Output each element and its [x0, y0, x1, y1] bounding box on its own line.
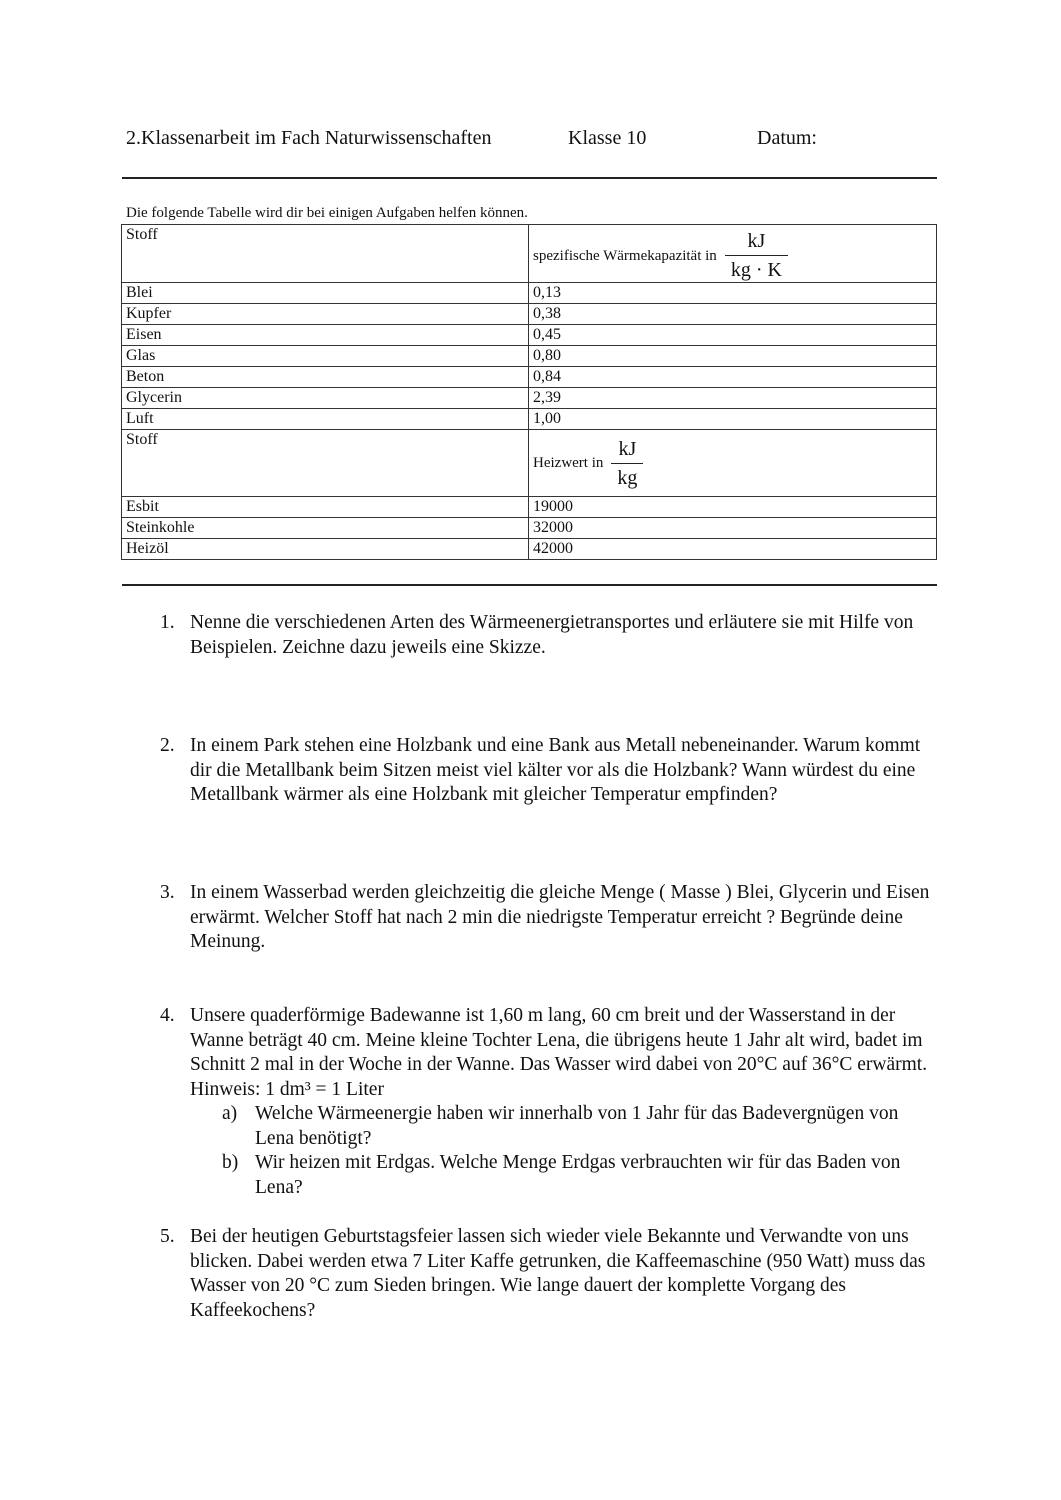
- header-unit-wrap: [533, 225, 932, 284]
- header-unit-wrap: [533, 430, 932, 496]
- question-item: [160, 734, 940, 808]
- header-cell-substance: Stoff: [122, 430, 529, 497]
- unit-numerator: kJ: [618, 437, 637, 460]
- date-label: Datum:: [757, 127, 817, 149]
- table-intro-text: Die folgende Tabelle wird dir bei einigen Aufgaben helfen können.: [126, 205, 528, 221]
- table-row: [122, 518, 937, 539]
- question-item: [160, 881, 940, 955]
- table-row: [122, 325, 937, 346]
- value-cell: 32000: [529, 518, 937, 539]
- subquestion-label: b): [222, 1152, 239, 1173]
- header-label: spezifische Wärmekapazität in: [533, 247, 717, 264]
- substance-cell: Heizöl: [122, 539, 529, 560]
- question-item: [160, 611, 940, 660]
- table-row: [122, 497, 937, 518]
- question-item: [160, 1225, 940, 1323]
- class-label: Klasse 10: [568, 127, 647, 149]
- question-text: Bei der heutigen Geburtstagsfeier lassen sich wieder viele Bekannte und Verwandte von uns blicken. Dabei werden etwa 7 Liter Kaffe getrunken, die Kaffeemaschine (950 Watt) muss das Wasser von 20 °C zum Sieden bringen. Wie lange dauert der komplette Vorgang des Kaffeekochens?: [190, 1226, 926, 1321]
- substance-cell: Glas: [122, 346, 529, 367]
- subquestion-item: [222, 1102, 940, 1151]
- value-cell: 1,00: [529, 409, 937, 430]
- question-number: 1.: [160, 612, 175, 633]
- header-cell-substance: Stoff: [122, 225, 529, 283]
- value-cell: 0,45: [529, 325, 937, 346]
- unit-numerator: kJ: [747, 230, 766, 252]
- subquestion-text: Wir heizen mit Erdgas. Welche Menge Erdgas verbrauchten wir für das Baden von Lena?: [255, 1152, 901, 1198]
- subquestion-item: [222, 1151, 940, 1200]
- unit-fraction: [725, 230, 788, 281]
- header-cell-value: [529, 225, 937, 283]
- table-divider: [122, 584, 937, 586]
- table-row: [122, 367, 937, 388]
- exam-title: 2.Klassenarbeit im Fach Naturwissenschaften: [126, 127, 492, 149]
- value-cell: 0,38: [529, 304, 937, 325]
- substance-cell: Glycerin: [122, 388, 529, 409]
- table-header-row: [122, 225, 937, 283]
- header-cell-value: [529, 430, 937, 497]
- table-row: [122, 388, 937, 409]
- value-cell: 19000: [529, 497, 937, 518]
- unit-denominator: kg: [617, 466, 638, 489]
- table-header-row: [122, 430, 937, 497]
- substance-cell: Esbit: [122, 497, 529, 518]
- unit-fraction: [611, 438, 643, 489]
- question-number: 5.: [160, 1226, 175, 1247]
- table-row: [122, 346, 937, 367]
- header-divider: [122, 177, 937, 179]
- exam-header: [126, 125, 946, 153]
- question-text: Nenne die verschiedenen Arten des Wärmeenergietransportes und erläutere sie mit Hilfe von Beispielen. Zeichne dazu jeweils eine Skizze.: [190, 612, 914, 658]
- value-cell: 0,84: [529, 367, 937, 388]
- table-row: [122, 409, 937, 430]
- table-row: [122, 539, 937, 560]
- unit-denominator: kg · K: [730, 259, 782, 281]
- substance-cell: Kupfer: [122, 304, 529, 325]
- value-cell: 2,39: [529, 388, 937, 409]
- question-text: In einem Wasserbad werden gleichzeitig die gleiche Menge ( Masse ) Blei, Glycerin und Eisen erwärmt. Welcher Stoff hat nach 2 min die niedrigste Temperatur erreicht ? Begründe deine Meinung.: [190, 882, 930, 952]
- reference-table: [121, 224, 937, 560]
- table-row: [122, 304, 937, 325]
- subquestion-text: Welche Wärmeenergie haben wir innerhalb von 1 Jahr für das Badevergnügen von Lena benötigt?: [255, 1103, 899, 1149]
- table-row: [122, 283, 937, 304]
- question-text: In einem Park stehen eine Holzbank und eine Bank aus Metall nebeneinander. Warum kommt dir die Metallbank beim Sitzen meist viel kälter vor als die Holzbank? Wann würdest du eine Metallbank wärmer als eine Holzbank mit gleicher Temperatur empfinden?: [190, 735, 921, 805]
- substance-cell: Eisen: [122, 325, 529, 346]
- subquestion-label: a): [222, 1103, 238, 1124]
- fraction-bar: [611, 463, 643, 464]
- question-text: Unsere quaderförmige Badewanne ist 1,60 m lang, 60 cm breit und der Wasserstand in der Wanne beträgt 40 cm. Meine kleine Tochter Lena, die übrigens heute 1 Jahr alt wird, badet im Schnitt 2 mal in der Woche in der Wanne. Das Wasser wird dabei von 20°C auf 36°C erwärmt. Hinweis: 1 dm³ = 1 Liter: [190, 1005, 928, 1100]
- substance-cell: Blei: [122, 283, 529, 304]
- substance-cell: Luft: [122, 409, 529, 430]
- fraction-bar: [725, 255, 788, 256]
- question-number: 4.: [160, 1005, 175, 1026]
- substance-cell: Beton: [122, 367, 529, 388]
- question-item: [160, 1004, 940, 1200]
- question-number: 3.: [160, 882, 175, 903]
- value-cell: 42000: [529, 539, 937, 560]
- substance-cell: Steinkohle: [122, 518, 529, 539]
- question-number: 2.: [160, 735, 175, 756]
- value-cell: 0,80: [529, 346, 937, 367]
- value-cell: 0,13: [529, 283, 937, 304]
- header-label: Heizwert in: [533, 455, 604, 471]
